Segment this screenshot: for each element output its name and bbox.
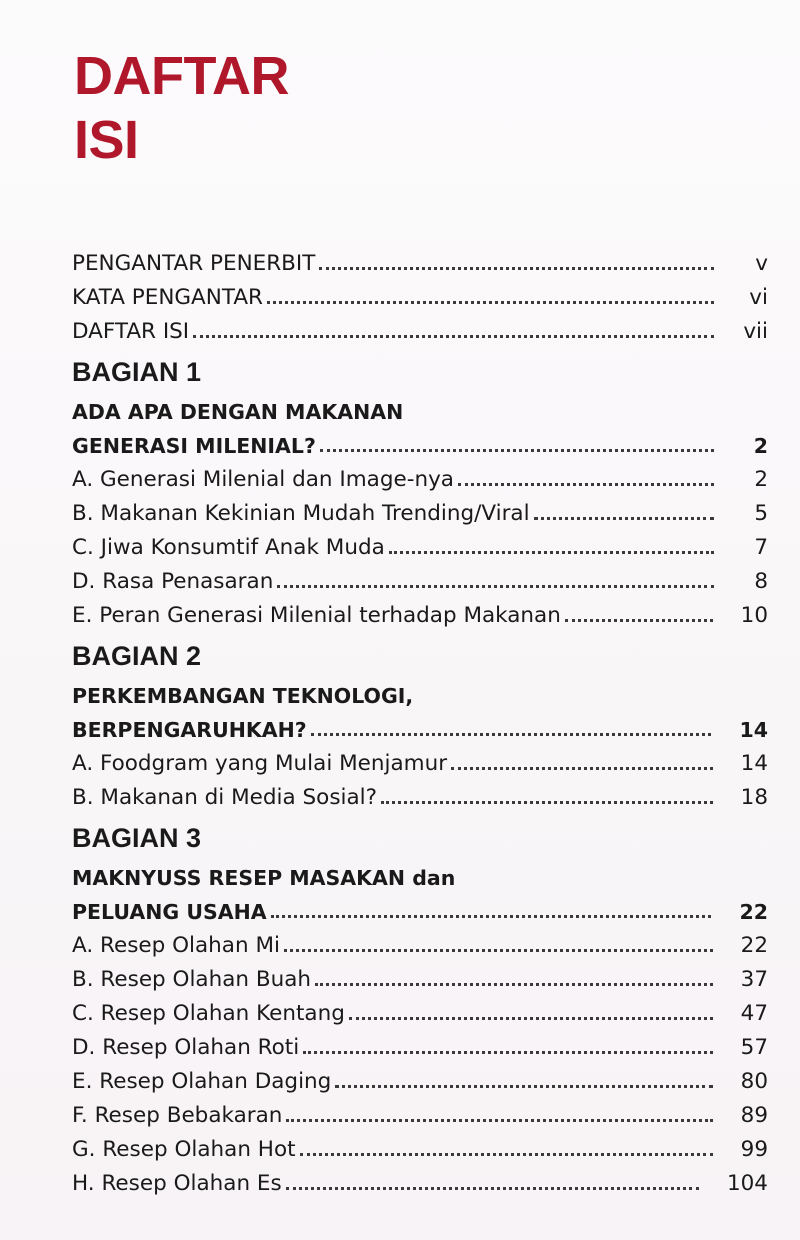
- toc-page-number: 22: [740, 933, 768, 958]
- toc-row: [72, 1026, 768, 1060]
- toc-page-number: 7: [754, 535, 768, 560]
- toc-label: PENGANTAR PENERBIT: [72, 251, 316, 276]
- toc-row-front-2: [72, 310, 768, 344]
- dot-leader: [565, 619, 713, 622]
- toc-row: [72, 742, 768, 776]
- toc-row: [72, 492, 768, 526]
- toc-label: D. Resep Olahan Roti: [72, 1035, 300, 1060]
- toc-label: D. Rasa Penasaran: [72, 569, 274, 594]
- part-heading-3-line-1: MAKNYUSS RESEP MASAKAN dan: [72, 866, 456, 890]
- part-title-2: BAGIAN 2: [72, 641, 202, 671]
- dot-leader: [381, 801, 713, 804]
- toc-page-number: 14: [740, 751, 768, 776]
- toc-label: F. Resep Bebakaran: [72, 1103, 283, 1128]
- dot-leader: [284, 949, 713, 952]
- dot-leader: [277, 585, 714, 588]
- toc-row: [72, 560, 768, 594]
- dot-leader: [311, 733, 712, 736]
- toc-row: [72, 1128, 768, 1162]
- dot-leader: [315, 983, 713, 986]
- part-title-3: BAGIAN 3: [72, 823, 202, 853]
- toc-row: [72, 924, 768, 958]
- toc-row-front-1: [72, 276, 768, 310]
- dot-leader: [271, 915, 712, 918]
- part-heading-2-line-1: PERKEMBANGAN TEKNOLOGI,: [72, 684, 414, 708]
- toc-page-number: 2: [753, 434, 768, 458]
- toc-row: [72, 1060, 768, 1094]
- toc-page-number: 2: [754, 467, 768, 492]
- title-line-2: ISI: [74, 110, 139, 170]
- toc-page-number: 5: [754, 501, 768, 526]
- toc-label: KATA PENGANTAR: [72, 285, 263, 310]
- dot-leader: [267, 301, 714, 304]
- toc-label: A. Generasi Milenial dan Image-nya: [72, 467, 454, 492]
- toc-page-number: 8: [754, 569, 768, 594]
- toc-page-number: 47: [740, 1001, 768, 1026]
- toc-label: E. Peran Generasi Milenial terhadap Makanan: [72, 603, 561, 628]
- dot-leader: [319, 267, 714, 270]
- dot-leader: [300, 1153, 713, 1156]
- dot-leader: [193, 335, 714, 338]
- toc-page-number: 99: [740, 1137, 768, 1162]
- dot-leader: [534, 517, 714, 520]
- dot-leader: [349, 1017, 713, 1020]
- page-title: [74, 44, 289, 172]
- part-title-1: BAGIAN 1: [72, 357, 202, 387]
- toc-page-number: 80: [740, 1069, 768, 1094]
- toc-row: [72, 958, 768, 992]
- toc-page-number: 18: [740, 785, 768, 810]
- dot-leader: [451, 767, 713, 770]
- dot-leader: [286, 1187, 699, 1190]
- toc-page-number: 10: [740, 603, 768, 628]
- toc-row: [72, 526, 768, 560]
- part-heading-1-line-2: [72, 424, 768, 458]
- toc-label: DAFTAR ISI: [72, 319, 190, 344]
- toc-label: E. Resep Olahan Daging: [72, 1069, 332, 1094]
- toc-label: B. Makanan Kekinian Mudah Trending/Viral: [72, 501, 530, 526]
- title-line-1: DAFTAR: [74, 46, 289, 106]
- show-through-text: [560, 0, 800, 200]
- toc-row: [72, 776, 768, 810]
- toc-row: [72, 594, 768, 628]
- toc-row: [72, 458, 768, 492]
- toc-label: C. Jiwa Konsumtif Anak Muda: [72, 535, 385, 560]
- toc-row: [72, 1094, 768, 1128]
- table-of-contents: [72, 242, 768, 1196]
- toc-label: A. Resep Olahan Mi: [72, 933, 280, 958]
- dot-leader: [320, 449, 714, 452]
- toc-label: A. Foodgram yang Mulai Menjamur: [72, 751, 448, 776]
- part-heading-2-line-2: [72, 708, 768, 742]
- toc-row: [72, 992, 768, 1026]
- part-heading-1-line-1: ADA APA DENGAN MAKANAN: [72, 400, 404, 424]
- toc-page-number: vii: [743, 319, 768, 344]
- toc-label: GENERASI MILENIAL?: [72, 434, 316, 458]
- toc-label: BERPENGARUHKAH?: [72, 718, 307, 742]
- toc-page-number: 14: [739, 718, 768, 742]
- dot-leader: [389, 551, 714, 554]
- toc-label: C. Resep Olahan Kentang: [72, 1001, 345, 1026]
- toc-page-number: 57: [740, 1035, 768, 1060]
- dot-leader: [303, 1051, 712, 1054]
- toc-row: [72, 1162, 768, 1196]
- toc-label: G. Resep Olahan Hot: [72, 1137, 296, 1162]
- dot-leader: [458, 483, 714, 486]
- toc-label: PELUANG USAHA: [72, 900, 267, 924]
- toc-row-front-0: [72, 242, 768, 276]
- dot-leader: [335, 1085, 712, 1088]
- toc-page-number: 37: [740, 967, 768, 992]
- toc-page-number: vi: [749, 285, 768, 310]
- toc-page-number: 104: [726, 1171, 768, 1196]
- toc-label: H. Resep Olahan Es: [72, 1171, 282, 1196]
- part-heading-3-line-2: [72, 890, 768, 924]
- toc-label: B. Resep Olahan Buah: [72, 967, 312, 992]
- toc-page-number: v: [755, 251, 768, 276]
- toc-page-number: 22: [739, 900, 768, 924]
- dot-leader: [286, 1119, 712, 1122]
- toc-label: B. Makanan di Media Sosial?: [72, 785, 378, 810]
- toc-page-number: 89: [740, 1103, 768, 1128]
